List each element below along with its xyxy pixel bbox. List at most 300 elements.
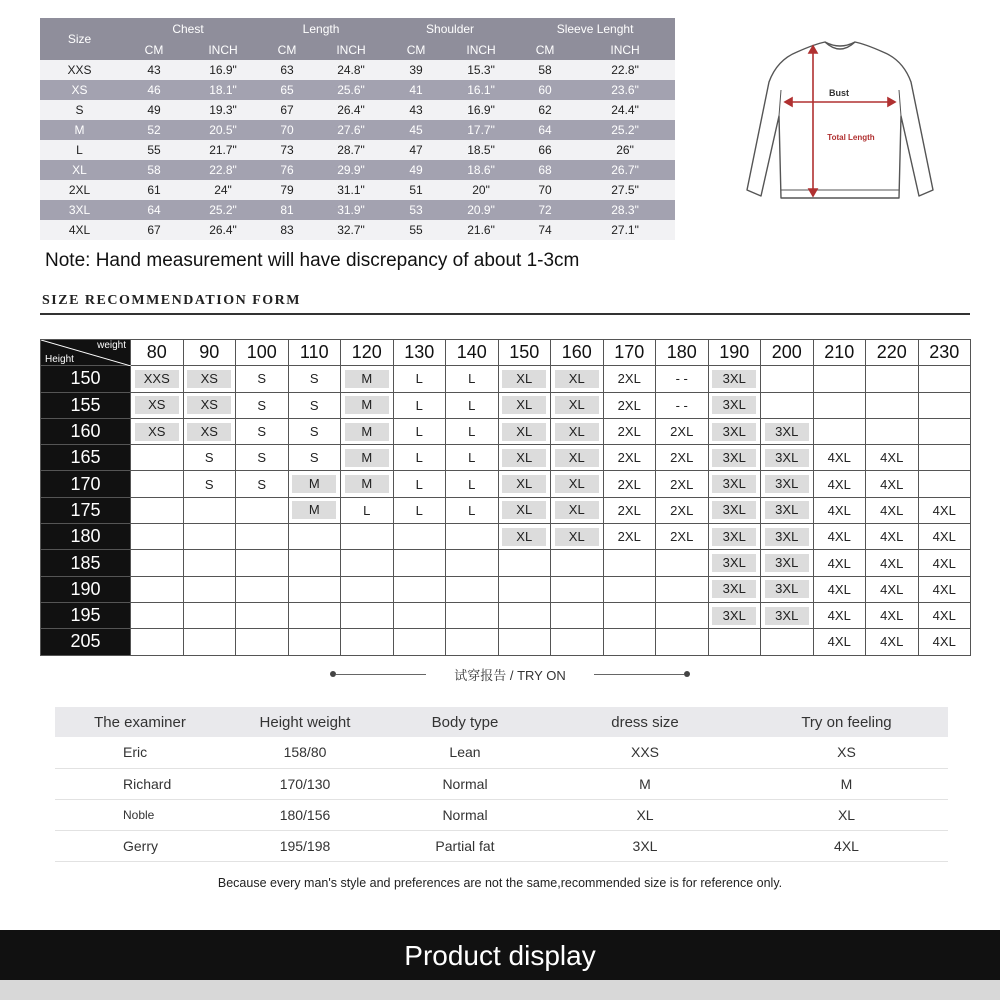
size-label: 3XL bbox=[40, 200, 119, 220]
recommended-size-cell bbox=[446, 629, 499, 655]
recommended-size-cell bbox=[866, 497, 919, 523]
recommended-size: XS bbox=[187, 370, 231, 388]
recommendation-row bbox=[41, 629, 971, 655]
recommended-size-cell bbox=[866, 629, 919, 655]
size-value: 49 bbox=[385, 160, 447, 180]
recommended-size-cell bbox=[656, 576, 709, 602]
recommended-size: L bbox=[415, 476, 423, 492]
recommended-size-cell bbox=[656, 445, 709, 471]
recommended-size: 2XL bbox=[617, 397, 641, 413]
recommended-size: XL bbox=[502, 475, 546, 493]
size-value: 25.2" bbox=[189, 200, 257, 220]
size-value: 21.6" bbox=[447, 220, 515, 240]
recommended-size-cell bbox=[446, 576, 499, 602]
recommended-size-cell bbox=[761, 576, 814, 602]
size-value: 20" bbox=[447, 180, 515, 200]
recommended-size: XL bbox=[555, 501, 599, 519]
size-label: XXS bbox=[40, 60, 119, 80]
size-header: Size bbox=[40, 18, 119, 60]
recommended-size-cell bbox=[131, 418, 184, 444]
recommended-size-cell bbox=[393, 602, 446, 628]
size-row bbox=[40, 220, 675, 240]
recommended-size-cell bbox=[603, 524, 656, 550]
recommended-size-cell bbox=[708, 471, 761, 497]
recommended-size-cell bbox=[761, 524, 814, 550]
height-weight: 195/198 bbox=[225, 830, 385, 861]
recommended-size-cell bbox=[708, 497, 761, 523]
size-label: 4XL bbox=[40, 220, 119, 240]
recommended-size-cell bbox=[393, 418, 446, 444]
weight-header: 230 bbox=[918, 340, 971, 366]
size-value: 21.7" bbox=[189, 140, 257, 160]
size-value: 27.1" bbox=[575, 220, 675, 240]
size-value: 28.7" bbox=[317, 140, 385, 160]
recommended-size-cell bbox=[761, 629, 814, 655]
size-value: 46 bbox=[119, 80, 189, 100]
recommended-size-cell bbox=[656, 418, 709, 444]
recommended-size: M bbox=[345, 475, 389, 493]
recommended-size-cell bbox=[236, 576, 289, 602]
examiner-name: Eric bbox=[55, 737, 225, 768]
recommended-size: 4XL bbox=[827, 581, 851, 597]
recommended-size-cell bbox=[498, 445, 551, 471]
recommended-size-cell bbox=[603, 550, 656, 576]
recommended-size-cell bbox=[183, 366, 236, 392]
height-weight: 180/156 bbox=[225, 799, 385, 830]
recommended-size-cell bbox=[236, 629, 289, 655]
recommended-size-cell bbox=[288, 602, 341, 628]
size-value: 49 bbox=[119, 100, 189, 120]
recommended-size: 3XL bbox=[765, 501, 809, 519]
unit-cm: CM bbox=[257, 40, 317, 60]
weight-header: 190 bbox=[708, 340, 761, 366]
size-value: 26.4" bbox=[317, 100, 385, 120]
recommended-size-cell bbox=[131, 392, 184, 418]
recommended-size-cell bbox=[498, 524, 551, 550]
size-value: 24.8" bbox=[317, 60, 385, 80]
disclaimer-text: Because every man's style and preferences are not the same,recommended size is for reference only. bbox=[217, 876, 783, 890]
tryon-row bbox=[55, 830, 948, 861]
recommended-size-cell bbox=[918, 471, 971, 497]
tryon-header-dress-size: dress size bbox=[545, 707, 745, 737]
body-type: Lean bbox=[385, 737, 545, 768]
tryon-row bbox=[55, 737, 948, 768]
recommended-size-cell bbox=[446, 392, 499, 418]
recommended-size-cell bbox=[131, 524, 184, 550]
recommended-size-cell bbox=[393, 392, 446, 418]
recommended-size: XL bbox=[555, 423, 599, 441]
recommended-size: XL bbox=[555, 475, 599, 493]
recommended-size-cell bbox=[498, 550, 551, 576]
recommended-size: XL bbox=[502, 423, 546, 441]
recommended-size: M bbox=[345, 449, 389, 467]
size-value: 29.9" bbox=[317, 160, 385, 180]
recommendation-row bbox=[41, 497, 971, 523]
height-weight: 170/130 bbox=[225, 768, 385, 799]
size-value: 25.6" bbox=[317, 80, 385, 100]
recommended-size: 4XL bbox=[827, 450, 851, 466]
recommended-size: 4XL bbox=[932, 529, 956, 545]
recommended-size-cell bbox=[341, 602, 394, 628]
size-value: 70 bbox=[515, 180, 575, 200]
recommended-size-cell bbox=[446, 366, 499, 392]
recommended-size-cell bbox=[183, 576, 236, 602]
tryon-row bbox=[55, 768, 948, 799]
size-value: 47 bbox=[385, 140, 447, 160]
recommended-size-cell bbox=[708, 629, 761, 655]
chest-header: Chest bbox=[119, 18, 257, 40]
recommended-size-cell bbox=[603, 445, 656, 471]
recommended-size-cell bbox=[236, 445, 289, 471]
length-header: Length bbox=[257, 18, 385, 40]
size-label: 2XL bbox=[40, 180, 119, 200]
recommended-size-cell bbox=[393, 497, 446, 523]
corner-header bbox=[41, 340, 131, 366]
size-value: 53 bbox=[385, 200, 447, 220]
recommended-size-cell bbox=[656, 550, 709, 576]
recommended-size-cell bbox=[551, 366, 604, 392]
recommendation-row bbox=[41, 576, 971, 602]
recommended-size-cell bbox=[446, 418, 499, 444]
tryon-table bbox=[55, 707, 948, 862]
size-value: 72 bbox=[515, 200, 575, 220]
recommended-size: 2XL bbox=[617, 371, 641, 387]
recommended-size: 3XL bbox=[765, 554, 809, 572]
recommended-size: 3XL bbox=[765, 528, 809, 546]
size-value: 24.4" bbox=[575, 100, 675, 120]
recommended-size-cell bbox=[183, 497, 236, 523]
recommended-size: 2XL bbox=[670, 424, 694, 440]
recommended-size: 3XL bbox=[765, 475, 809, 493]
recommended-size-cell bbox=[656, 629, 709, 655]
recommended-size: S bbox=[257, 397, 267, 413]
unit-cm: CM bbox=[385, 40, 447, 60]
recommended-size-cell bbox=[131, 576, 184, 602]
recommended-size-cell bbox=[393, 366, 446, 392]
unit-inch: INCH bbox=[575, 40, 675, 60]
size-value: 31.9" bbox=[317, 200, 385, 220]
weight-header: 120 bbox=[341, 340, 394, 366]
recommended-size: L bbox=[468, 502, 476, 518]
weight-header: 180 bbox=[656, 340, 709, 366]
size-value: 17.7" bbox=[447, 120, 515, 140]
recommended-size-cell bbox=[813, 550, 866, 576]
recommended-size-cell bbox=[393, 471, 446, 497]
recommended-size-cell bbox=[131, 471, 184, 497]
weight-header: 110 bbox=[288, 340, 341, 366]
recommended-size: 3XL bbox=[712, 423, 756, 441]
size-row bbox=[40, 120, 675, 140]
recommended-size-cell bbox=[393, 445, 446, 471]
size-value: 64 bbox=[515, 120, 575, 140]
size-value: 31.1" bbox=[317, 180, 385, 200]
recommended-size-cell bbox=[813, 524, 866, 550]
recommended-size-cell bbox=[603, 629, 656, 655]
recommended-size-cell bbox=[393, 629, 446, 655]
dress-size: XXS bbox=[545, 737, 745, 768]
recommended-size-cell bbox=[341, 497, 394, 523]
recommended-size-cell bbox=[656, 392, 709, 418]
recommended-size-cell bbox=[918, 602, 971, 628]
recommended-size-cell bbox=[761, 497, 814, 523]
recommended-size-cell bbox=[288, 524, 341, 550]
recommended-size-cell bbox=[708, 445, 761, 471]
height-header: 190 bbox=[41, 576, 131, 602]
size-value: 18.6" bbox=[447, 160, 515, 180]
size-value: 64 bbox=[119, 200, 189, 220]
title-divider bbox=[40, 313, 970, 315]
recommended-size: 3XL bbox=[712, 449, 756, 467]
recommended-size-cell bbox=[866, 445, 919, 471]
size-value: 16.9" bbox=[189, 60, 257, 80]
recommended-size: L bbox=[415, 450, 423, 466]
recommended-size: 4XL bbox=[932, 634, 956, 650]
recommended-size-cell bbox=[236, 392, 289, 418]
recommended-size-cell bbox=[761, 471, 814, 497]
try-on-feeling: XL bbox=[745, 799, 948, 830]
size-value: 23.6" bbox=[575, 80, 675, 100]
recommended-size-cell bbox=[918, 445, 971, 471]
recommended-size-cell bbox=[498, 366, 551, 392]
recommended-size: L bbox=[468, 476, 476, 492]
recommended-size-cell bbox=[288, 471, 341, 497]
recommended-size-cell bbox=[603, 366, 656, 392]
size-value: 26.4" bbox=[189, 220, 257, 240]
size-value: 22.8" bbox=[575, 60, 675, 80]
size-label: S bbox=[40, 100, 119, 120]
recommended-size: S bbox=[309, 397, 319, 413]
recommended-size-cell bbox=[288, 497, 341, 523]
recommended-size-cell bbox=[603, 392, 656, 418]
recommended-size-cell bbox=[393, 524, 446, 550]
recommended-size-cell bbox=[446, 550, 499, 576]
tryon-header-feeling: Try on feeling bbox=[745, 707, 948, 737]
recommended-size: M bbox=[292, 501, 336, 519]
recommended-size-cell bbox=[288, 418, 341, 444]
measure-arrows bbox=[785, 46, 895, 196]
recommended-size: 4XL bbox=[880, 476, 904, 492]
recommended-size-cell bbox=[341, 392, 394, 418]
recommended-size: L bbox=[415, 397, 423, 413]
size-value: 52 bbox=[119, 120, 189, 140]
size-value: 76 bbox=[257, 160, 317, 180]
size-value: 66 bbox=[515, 140, 575, 160]
tryon-divider bbox=[50, 665, 970, 685]
size-value: 74 bbox=[515, 220, 575, 240]
weight-header: 170 bbox=[603, 340, 656, 366]
recommended-size: 3XL bbox=[712, 580, 756, 598]
height-header: 175 bbox=[41, 497, 131, 523]
recommended-size-cell bbox=[918, 524, 971, 550]
recommended-size-cell bbox=[183, 524, 236, 550]
recommended-size-cell bbox=[866, 471, 919, 497]
recommended-size-cell bbox=[656, 497, 709, 523]
recommended-size-cell bbox=[866, 576, 919, 602]
recommended-size-cell bbox=[498, 471, 551, 497]
recommended-size-cell bbox=[761, 418, 814, 444]
size-chart-table bbox=[40, 18, 675, 240]
recommended-size-cell bbox=[761, 445, 814, 471]
recommended-size-cell bbox=[236, 524, 289, 550]
recommended-size: XL bbox=[555, 528, 599, 546]
try-on-feeling: M bbox=[745, 768, 948, 799]
recommended-size-cell bbox=[918, 392, 971, 418]
recommended-size-cell bbox=[551, 602, 604, 628]
recommended-size: L bbox=[468, 371, 476, 387]
recommended-size-cell bbox=[236, 418, 289, 444]
recommended-size-cell bbox=[498, 576, 551, 602]
size-value: 25.2" bbox=[575, 120, 675, 140]
recommended-size: 4XL bbox=[880, 634, 904, 650]
recommended-size-cell bbox=[813, 576, 866, 602]
recommended-size-cell bbox=[761, 602, 814, 628]
measurement-note: Note: Hand measurement will have discrepancy of about 1-3cm bbox=[45, 250, 580, 271]
size-value: 16.9" bbox=[447, 100, 515, 120]
recommended-size: S bbox=[309, 450, 319, 466]
height-header: 170 bbox=[41, 471, 131, 497]
recommended-size-cell bbox=[866, 524, 919, 550]
recommended-size: 2XL bbox=[670, 529, 694, 545]
recommended-size: 3XL bbox=[765, 607, 809, 625]
size-value: 55 bbox=[385, 220, 447, 240]
recommended-size-cell bbox=[656, 471, 709, 497]
recommended-size: XL bbox=[502, 528, 546, 546]
recommended-size-cell bbox=[603, 602, 656, 628]
recommended-size-cell bbox=[813, 366, 866, 392]
recommended-size-cell bbox=[288, 576, 341, 602]
dress-size: XL bbox=[545, 799, 745, 830]
try-on-feeling: XS bbox=[745, 737, 948, 768]
recommended-size-cell bbox=[131, 445, 184, 471]
bust-label: Bust bbox=[829, 88, 849, 98]
recommended-size-cell bbox=[551, 392, 604, 418]
recommended-size-cell bbox=[183, 392, 236, 418]
height-header: 180 bbox=[41, 524, 131, 550]
recommended-size: M bbox=[345, 396, 389, 414]
size-value: 63 bbox=[257, 60, 317, 80]
height-weight: 158/80 bbox=[225, 737, 385, 768]
sweater-outline bbox=[747, 42, 933, 198]
recommended-size-cell bbox=[708, 366, 761, 392]
size-value: 55 bbox=[119, 140, 189, 160]
recommended-size: 3XL bbox=[712, 501, 756, 519]
weight-header: 90 bbox=[183, 340, 236, 366]
recommended-size: 3XL bbox=[712, 370, 756, 388]
recommended-size-cell bbox=[393, 550, 446, 576]
recommended-size: XL bbox=[502, 501, 546, 519]
size-value: 70 bbox=[257, 120, 317, 140]
recommendation-row bbox=[41, 366, 971, 392]
recommended-size-cell bbox=[918, 418, 971, 444]
size-value: 41 bbox=[385, 80, 447, 100]
recommended-size-cell bbox=[813, 445, 866, 471]
size-value: 61 bbox=[119, 180, 189, 200]
recommended-size-cell bbox=[551, 576, 604, 602]
recommended-size: 2XL bbox=[617, 529, 641, 545]
recommended-size: 4XL bbox=[827, 502, 851, 518]
weight-header: 220 bbox=[866, 340, 919, 366]
weight-header: 140 bbox=[446, 340, 499, 366]
recommended-size: 2XL bbox=[670, 450, 694, 466]
size-value: 24" bbox=[189, 180, 257, 200]
recommended-size-cell bbox=[551, 629, 604, 655]
size-value: 67 bbox=[119, 220, 189, 240]
recommended-size-cell bbox=[236, 550, 289, 576]
recommended-size-cell bbox=[866, 550, 919, 576]
recommended-size: 2XL bbox=[617, 450, 641, 466]
size-row bbox=[40, 180, 675, 200]
recommended-size: L bbox=[363, 502, 371, 518]
recommended-size-cell bbox=[341, 471, 394, 497]
tryon-header-examiner: The examiner bbox=[55, 707, 225, 737]
recommended-size: XS bbox=[187, 423, 231, 441]
size-value: 39 bbox=[385, 60, 447, 80]
size-label: XL bbox=[40, 160, 119, 180]
size-value: 16.1" bbox=[447, 80, 515, 100]
recommended-size-cell bbox=[918, 366, 971, 392]
recommendation-row bbox=[41, 524, 971, 550]
recommended-size-cell bbox=[708, 550, 761, 576]
recommended-size-cell bbox=[708, 392, 761, 418]
unit-cm: CM bbox=[119, 40, 189, 60]
recommended-size-cell bbox=[183, 550, 236, 576]
recommended-size-cell bbox=[288, 366, 341, 392]
size-value: 18.1" bbox=[189, 80, 257, 100]
recommended-size: L bbox=[468, 424, 476, 440]
recommended-size: 3XL bbox=[712, 475, 756, 493]
size-value: 32.7" bbox=[317, 220, 385, 240]
height-header: 155 bbox=[41, 392, 131, 418]
try-on-feeling: 4XL bbox=[745, 830, 948, 861]
recommended-size-cell bbox=[813, 497, 866, 523]
recommended-size-cell bbox=[918, 497, 971, 523]
recommended-size-cell bbox=[183, 471, 236, 497]
shoulder-header: Shoulder bbox=[385, 18, 515, 40]
size-value: 51 bbox=[385, 180, 447, 200]
body-type: Normal bbox=[385, 768, 545, 799]
unit-inch: INCH bbox=[447, 40, 515, 60]
recommendation-row bbox=[41, 445, 971, 471]
recommended-size-cell bbox=[393, 576, 446, 602]
height-label: Height bbox=[45, 354, 74, 366]
recommended-size-cell bbox=[341, 576, 394, 602]
size-value: 68 bbox=[515, 160, 575, 180]
recommended-size: 4XL bbox=[880, 581, 904, 597]
size-value: 65 bbox=[257, 80, 317, 100]
recommended-size-cell bbox=[708, 524, 761, 550]
size-row bbox=[40, 100, 675, 120]
recommended-size: 4XL bbox=[880, 502, 904, 518]
recommended-size: 4XL bbox=[932, 608, 956, 624]
recommended-size-cell bbox=[446, 602, 499, 628]
recommended-size-cell bbox=[341, 629, 394, 655]
recommended-size-cell bbox=[551, 418, 604, 444]
recommended-size-cell bbox=[813, 392, 866, 418]
recommendation-title: SIZE RECOMMENDATION FORM bbox=[42, 293, 301, 308]
recommended-size: XL bbox=[502, 396, 546, 414]
size-value: 26" bbox=[575, 140, 675, 160]
unit-inch: INCH bbox=[317, 40, 385, 60]
recommended-size-cell bbox=[498, 629, 551, 655]
size-label: XS bbox=[40, 80, 119, 100]
examiner-name: Gerry bbox=[55, 830, 225, 861]
recommended-size: 3XL bbox=[712, 607, 756, 625]
recommended-size-cell bbox=[183, 418, 236, 444]
size-recommendation-table bbox=[40, 339, 971, 656]
weight-header: 160 bbox=[551, 340, 604, 366]
weight-header: 200 bbox=[761, 340, 814, 366]
recommended-size: 4XL bbox=[880, 555, 904, 571]
